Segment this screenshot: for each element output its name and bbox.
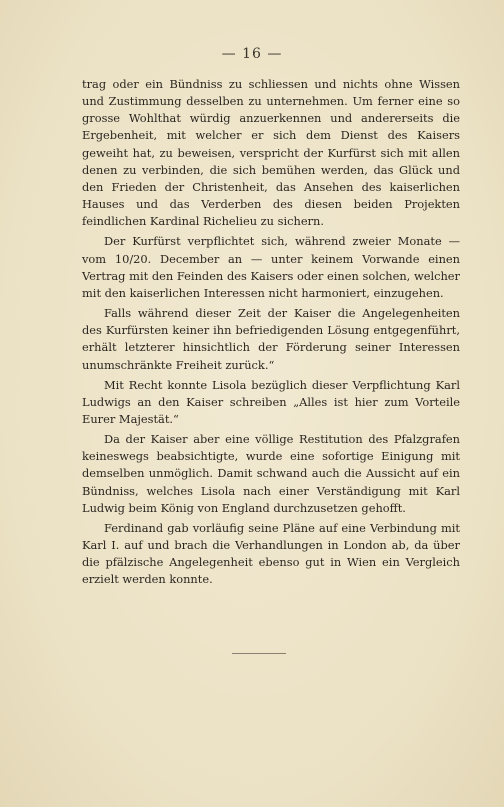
paragraph-5: Da der Kaiser aber eine völlige Restitution des Pfalzgrafen keineswegs beabsichtigte, wurde eine sofortige Einigung mit demselben unmöglich. Damit schwand auch die Aussicht auf ein Bündniss, welches Lisola nach einer Verständigung mit Karl Ludwig beim König von England durchzusetzen gehofft. [82,432,460,515]
body-text [82,76,460,589]
paragraph-4: Mit Recht konnte Lisola bezüglich dieser Verpflichtung Karl Ludwigs an den Kaiser schreiben „Alles ist hier zum Vorteile Eurer Majestät.“ [82,377,460,426]
paragraph-6: Ferdinand gab vorläufig seine Pläne auf eine Verbindung mit Karl I. auf und brach die Verhandlungen in London ab, da über die pfälzische Angelegenheit ebenso gut in Wien ein Vergleich erzielt werden konnte. [82,520,460,587]
paragraph-2: Der Kurfürst verpflichtet sich, während zweier Monate — vom 10/20. December an — unter keinem Vorwande einen Vertrag mit den Feinden des Kaisers oder einen solchen, welcher mit den kaiserlichen Interessen nicht harmoniert, einzugehen. [82,234,460,300]
paragraph-3: Falls während dieser Zeit der Kaiser die Angelegenheiten des Kurfürsten keiner ihn befriedigenden Lösung entgegenführt, erhält letzterer hinsichtlich der Förderung seiner Interessen unumschränkte Freiheit zurück.“ [82,306,460,372]
paragraph-1: trag oder ein Bündniss zu schliessen und nichts ohne Wissen und Zustimmung desselben zu unternehmen. Um ferner eine so grosse Wohlthat würdig anzuerkennen und andererseits die Ergebenheit, mit welcher er sich dem Dienst des Kaisers geweiht hat, zu beweisen, verspricht der Kurfürst sich mit allen denen zu verbinden, die sich bemühen werden, das Glück und den Frieden der Christenheit, das Ansehen des kaiserlichen Hauses und das Verderben des diesen beiden Projekten feindlichen Kardinal Richelieu zu sichern. [82,77,460,229]
page-number: — 16 — [221,46,283,62]
end-divider [232,653,286,654]
